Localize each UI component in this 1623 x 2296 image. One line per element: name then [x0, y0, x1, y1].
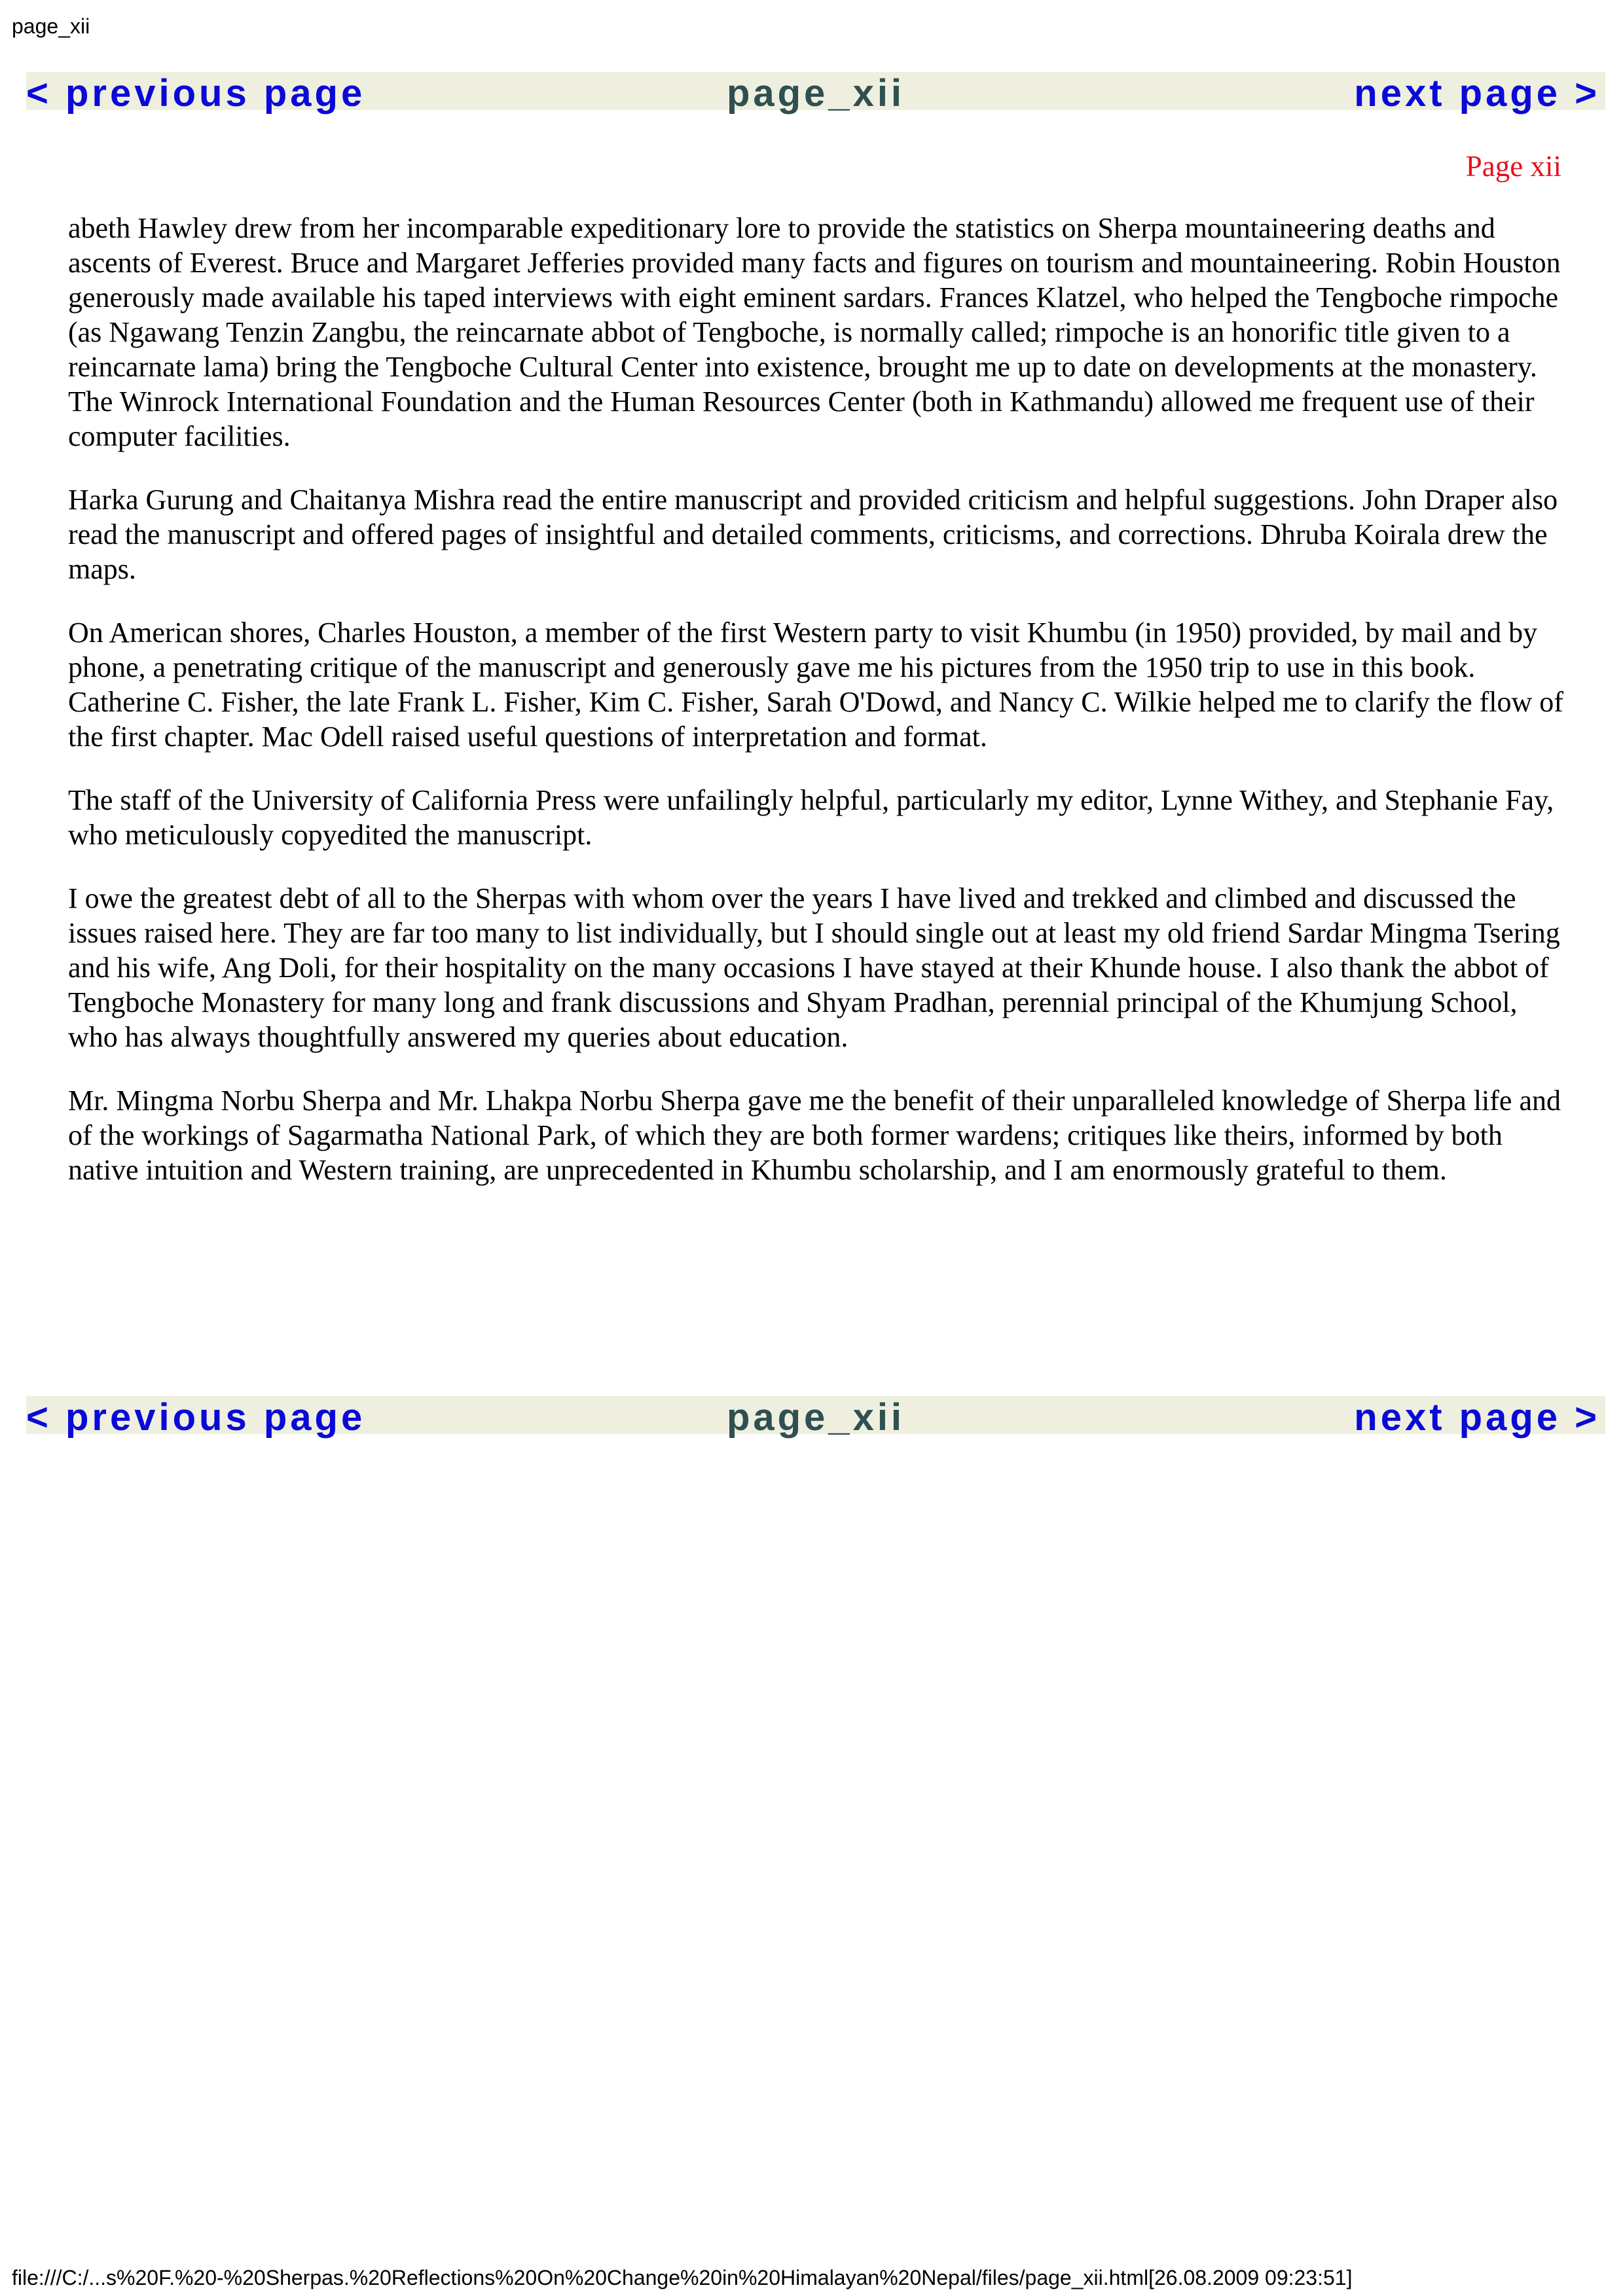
body-paragraph: I owe the greatest debt of all to the Sherpas with whom over the years I have lived and trekked and climbed and discussed the issues raised here. They are far too many to list individually, but I should single out at least my old friend Sardar Mingma Tsering and his wife, Ang Doli, for their hospitality on the many occasions I have stayed at their Khunde house. I also thank the abbot of Tengboche Monastery for many long and frank discussions and Shyam Pradhan, perennial principal of the Khumjung School, who has always thoughtfully answered my queries about education.	[68, 882, 1560, 1053]
body-paragraph: On American shores, Charles Houston, a member of the first Western party to visit Khumbu (in 1950) provided, by mail and by phone, a penetrating critique of the manuscript and generously gave me his pictures from the 1950 trip to use in this book. Catherine C. Fisher, the late Frank L. Fisher, Kim C. Fisher, Sarah O'Dowd, and Nancy C. Wilkie helped me to clarify the flow of the first chapter. Mac Odell raised useful questions of interpretation and format.	[68, 617, 1563, 753]
page-number-marker: Page xii	[1465, 150, 1561, 183]
previous-page-link[interactable]: < previous page	[26, 1396, 366, 1439]
next-page-link[interactable]: next page >	[1354, 1396, 1600, 1439]
page-header-title: page_xii	[12, 14, 90, 38]
top-navigation-bar	[26, 72, 1605, 115]
file-path-footer: file:///C:/...s%20F.%20-%20Sherpas.%20Reflections%20On%20Change%20in%20Himalayan%20Nepal/files/page_xii.html[26.08.2009 09:23:51]	[12, 2266, 1353, 2289]
body-paragraph: The staff of the University of California Press were unfailingly helpful, particularly my editor, Lynne Withey, and Stephanie Fay, who meticulously copyedited the manuscript.	[68, 784, 1554, 851]
body-paragraph: Mr. Mingma Norbu Sherpa and Mr. Lhakpa Norbu Sherpa gave me the benefit of their unparalleled knowledge of Sherpa life and of the workings of Sagarmatha National Park, of which they are both former wardens; critiques like theirs, informed by both native intuition and Western training, are unprecedented in Khumbu scholarship, and I am enormously grateful to them.	[68, 1085, 1561, 1186]
page-body-text	[68, 211, 1567, 1216]
nav-page-title: page_xii	[726, 72, 905, 115]
nav-page-title: page_xii	[726, 1396, 905, 1439]
next-page-link[interactable]: next page >	[1354, 72, 1600, 115]
previous-page-link[interactable]: < previous page	[26, 72, 366, 115]
body-paragraph: abeth Hawley drew from her incomparable expeditionary lore to provide the statistics on Sherpa mountaineering deaths and ascents of Everest. Bruce and Margaret Jefferies provided many facts and figures on tourism and mountaineering. Robin Houston generously made available his taped interviews with eight eminent sardars. Frances Klatzel, who helped the Tengboche rimpoche (as Ngawang Tenzin Zangbu, the reincarnate abbot of Tengboche, is normally called; rimpoche is an honorific title given to a reincarnate lama) bring the Tengboche Cultural Center into existence, brought me up to date on developments at the monastery. The Winrock International Foundation and the Human Resources Center (both in Kathmandu) allowed me frequent use of their computer facilities.	[68, 212, 1561, 452]
body-paragraph: Harka Gurung and Chaitanya Mishra read the entire manuscript and provided criticism and helpful suggestions. John Draper also read the manuscript and offered pages of insightful and detailed comments, criticisms, and corrections. Dhruba Koirala drew the maps.	[68, 484, 1558, 585]
bottom-navigation-bar	[26, 1396, 1605, 1439]
